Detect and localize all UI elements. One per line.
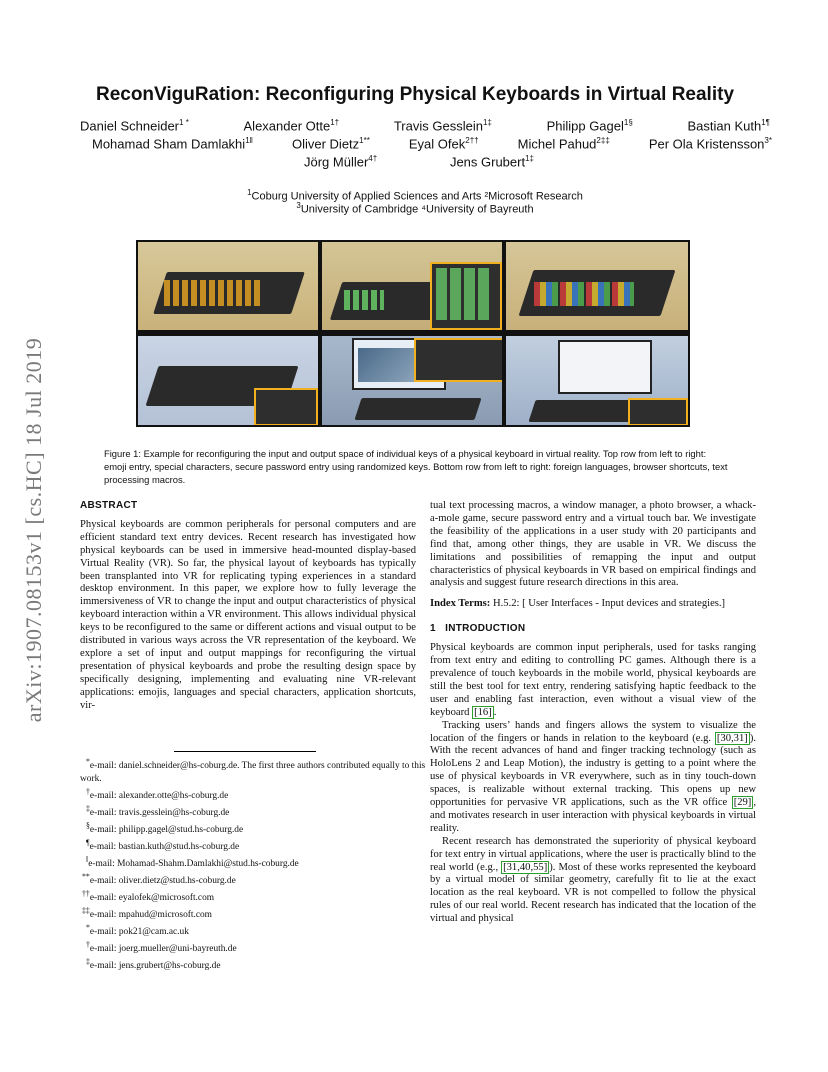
footnote-item: ‡e-mail: travis.gesslein@hs-coburg.de [86, 803, 230, 819]
author-row-2 [92, 136, 772, 151]
author-name: Jens Grubert$^{1\ddagger}$ [449, 154, 534, 170]
paper-title: ReconViguRation: Reconfiguring Physical Keyboards in Virtual Reality [95, 84, 735, 105]
figure-1-caption: Figure 1: Example for reconfiguring the input and output space of individual keys of a physical keyboard in virtual reality. Top row from left to right: emoji entry, special characters, secure password entry using randomized keys. Bottom row from left to right: foreign languages, browser shortcuts, text processing macros. [104, 448, 728, 485]
citation-link[interactable]: [29] [733, 797, 752, 809]
footnote-item: †e-mail: joerg.mueller@uni-bayreuth.de [86, 940, 237, 955]
panel-special-characters [322, 242, 502, 330]
author-name: Michel Pahud$^{2\ddagger\ddagger}$ [517, 136, 610, 152]
author-row-1 [80, 118, 770, 133]
intro-paragraph-2: Tracking users’ hands and fingers allows the system to visualize the location of the fingers or hands in relation to the keyboard (e.g. [30,31] ). With the recent advances of hand and finger tracking technology (such as HoloLens 2 and Leap Motion), the industry is getting to a point where the use of physical keyboards in VR everywhere, such as in tiny touch-down spaces, is realizable without external tracking. This opens up new opportunities for pervasive VR applications, such as the VR office [29] , and motivates research in user interaction with physical keyboards in virtual reality. [430, 719, 756, 834]
footnote-item: *e-mail: daniel.schneider@hs-coburg.de. The first three authors contributed equally to this work. [80, 757, 426, 785]
panel-foreign-languages [138, 336, 318, 425]
footnote-item: ††e-mail: eyalofek@microsoft.com [82, 889, 215, 904]
author-name: Alexander Otte$^{1\dagger}$ [243, 118, 340, 134]
footnote-item: **e-mail: oliver.dietz@stud.hs-coburg.de [82, 872, 236, 887]
author-name: Philipp Gagel$^{1\S}$ [546, 118, 633, 134]
arxiv-sidebar-stamp [14, 300, 54, 760]
figure-1-image-grid [136, 240, 690, 427]
author-name: Oliver Dietz$^{1**}$ [291, 136, 370, 152]
footnote-item: *e-mail: pok21@cam.ac.uk [86, 923, 189, 938]
footnotes [80, 756, 430, 973]
abstract-body: Physical keyboards are common peripherals for personal computers and are efficient standard text entry devices. Recent research has investigated how physical keyboards can be used in immersive head-mounted display-based Virtual Reality (VR). So far, the physical layout of keyboards has typically been transplanted into VR for replicating typing experiences in a standard desktop environment. In this paper, we explore how to fully leverage the immersiveness of VR to change the input and output characteristics of physical keyboard interaction within a VR environment. This allows individual physical keys to be reconfigured to the same or different actions and visual output to be distributed in various ways across the VR representation of the keyboard. We explore a set of input and output mappings for reconfiguring the virtual presentation of physical keyboards and probe the resulting design space by specifically designing, implementing and evaluating nine VR-relevant applications: emojis, languages and special characters, application shortcuts, vir- [80, 518, 416, 711]
footnote-item: ‡‡e-mail: mpahud@microsoft.com [82, 906, 212, 921]
right-column [430, 500, 756, 926]
abstract-continued: tual text processing macros, a window manager, a photo browser, a whack-a-mole game, secure password entry and a virtual touch bar. We investigate the feasibility of the applications in a user study with 20 participants and find that, among other things, they are usable in VR. We discuss the limitations and possibilities of remapping the input and output characteristics of physical keyboards in VR based on empirical findings and analysis and suggest future research directions in this area. [430, 500, 756, 589]
abstract-heading: ABSTRACT [80, 500, 138, 511]
affiliation-line-2: $^3$University of Cambridge ⁴University of Bayreuth [296, 201, 534, 216]
introduction-heading: 1 INTRODUCTION [430, 623, 526, 635]
intro-paragraph-1: Physical keyboards are common input peripherals, used for tasks ranging from text entry and editing to controlling PC games. Although there is a prevalence of touch keyboards in the mobile world, physical keyboards are still the best tool for text entry, rendering satisfying haptic feedback to the user and enabling fast interaction, even without a visual view of the keyboard [16] . [430, 642, 756, 718]
author-name: Bastian Kuth$^{1\P}$ [687, 118, 770, 134]
intro-paragraph-3: Recent research has demonstrated the superiority of physical keyboard for text entry in virtual applications, where the user is practically blind to the real world (e.g., [31,40,55] ). Most of these works represented the keyboard by a virtual model of similar geometry, carefully fit to lie at the exact location as the real keyboard. VR is not compelled to follow the physical rules of our real world. Recent research has indicated that the location of the virtual and physical [430, 835, 756, 925]
index-terms: Index Terms: H.5.2: [ User Interfaces - Input devices and strategies.] [430, 598, 726, 610]
arxiv-id: arXiv:1907.08153v1 [cs.HC] 18 Jul 2019 [21, 337, 46, 723]
footnote-item: †e-mail: alexander.otte@hs-coburg.de [86, 786, 229, 802]
footnote-rule [174, 751, 316, 752]
panel-browser-shortcuts [322, 336, 502, 425]
author-name: Per Ola Kristensson$^{3*}$ [648, 136, 772, 152]
affiliation-line-1: $^1$Coburg University of Applied Sciences and Arts ²Microsoft Research [247, 188, 583, 203]
author-name: Travis Gesslein$^{1\ddagger}$ [393, 118, 492, 134]
author-row-3 [304, 154, 534, 169]
footnote-item: §e-mail: philipp.gagel@stud.hs-coburg.de [86, 821, 244, 836]
author-name: Mohamad Sham Damlakhi$^{1‖}$ [92, 136, 253, 152]
footnote-item: ‖e-mail: Mohamad-Shahm.Damlakhi@stud.hs-coburg.de [86, 855, 299, 870]
panel-secure-password [506, 242, 688, 330]
citation-link[interactable]: [31,40,55] [503, 861, 548, 873]
abstract-section [80, 500, 416, 713]
footnote-item: ¶e-mail: bastian.kuth@stud.hs-coburg.de [86, 838, 240, 853]
panel-text-processing-macros [506, 336, 688, 425]
panel-emoji-entry [138, 242, 318, 330]
citation-link[interactable]: [16] [474, 706, 492, 718]
author-name: Jörg Müller$^{4\dagger}$ [304, 154, 378, 170]
author-name: Daniel Schneider$^{1 *}$ [80, 118, 189, 134]
footnote-item: ‡e-mail: jens.grubert@hs-coburg.de [86, 957, 221, 972]
author-name: Eyal Ofek$^{2\dagger\dagger}$ [408, 136, 479, 152]
citation-link[interactable]: [30,31] [716, 732, 748, 744]
